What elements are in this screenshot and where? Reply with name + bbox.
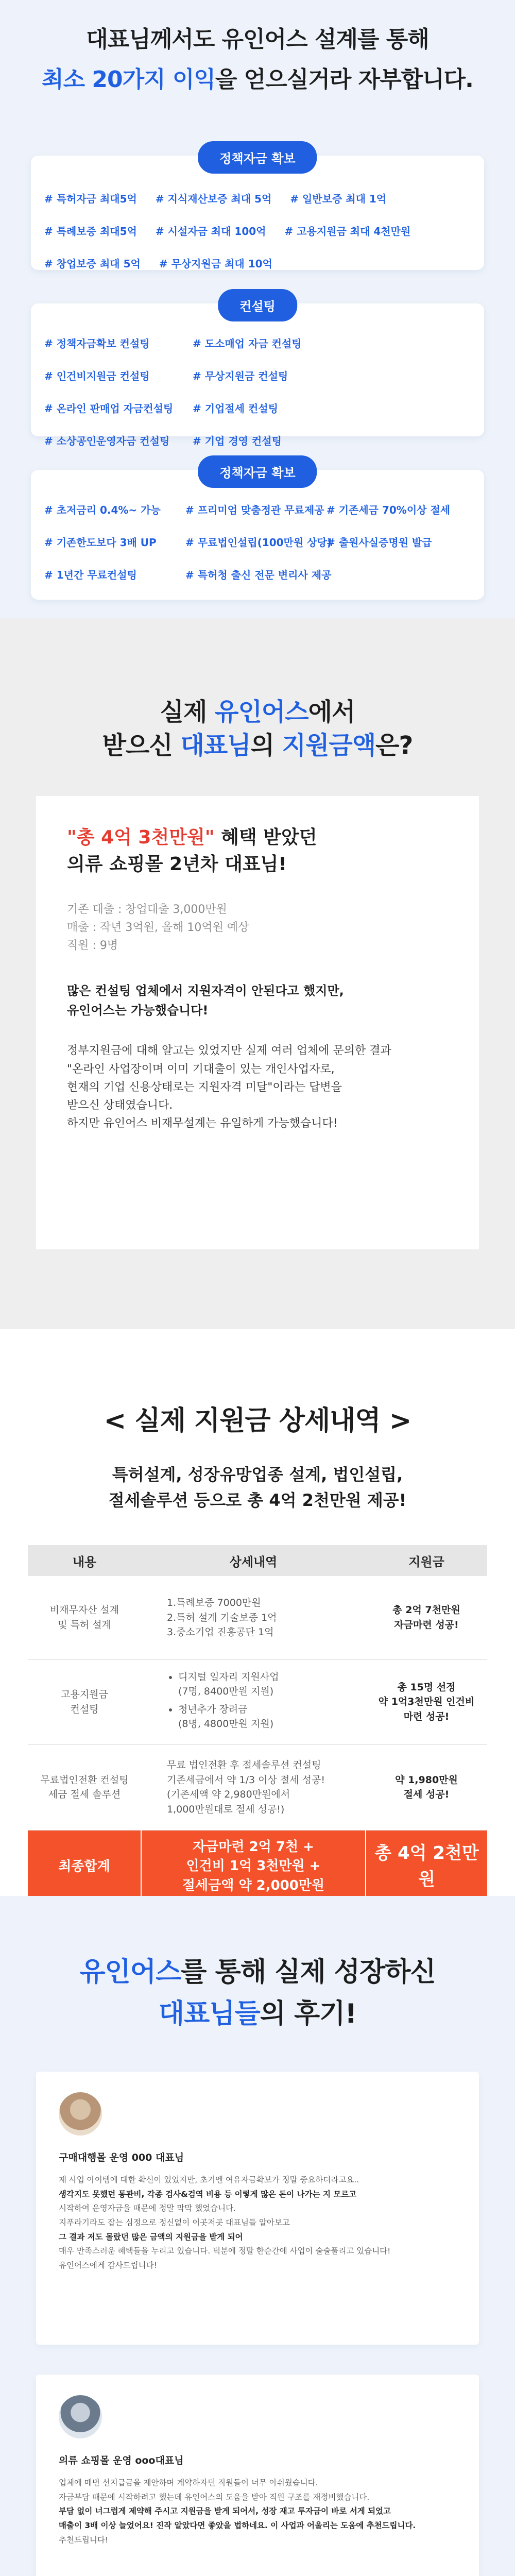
- result-line: 약 1억3천만원 인건비: [378, 1696, 475, 1708]
- reviews-title-highlight: 대표님들: [158, 1998, 260, 2029]
- review-line-strong: 매출이 3배 이상 늘었어요! 진작 알았다면 좋았을 법하네요. 이 사업과 어울리는 도움에 추천드립니다.: [59, 2520, 416, 2530]
- details-line: 청년추가 장려금: [178, 1703, 248, 1715]
- case-title-text: 실제: [160, 698, 215, 726]
- case-title-text: 받으신: [102, 731, 181, 760]
- panel-title-pill: 정책자금 확보: [198, 141, 317, 174]
- benefit-tag: # 기업절세 컨설팅: [193, 402, 278, 415]
- benefit-tag: # 소상공인운영자금 컨설팅: [44, 435, 170, 447]
- table-row: [28, 1576, 487, 1659]
- case-meta: [67, 901, 448, 955]
- review-line: 제 사업 아이템에 대한 확신이 있었지만, 초기엔 여유자금확보가 정말 중요하더라고요..: [59, 2175, 359, 2185]
- tag-list: [44, 502, 474, 582]
- case-emphasis: [67, 981, 448, 1021]
- total-details-line: 인건비 1억 3천만원 +: [186, 1858, 321, 1874]
- details-list: [146, 1596, 360, 1640]
- case-title-text: 에서: [308, 698, 355, 726]
- avatar: [59, 2092, 102, 2136]
- details-line: 1,000만원대로 절세 성공!): [167, 1803, 285, 1815]
- hero-title-rest: 을 얻으실거라 자부합니다.: [215, 66, 473, 93]
- case-title-text: 은?: [375, 731, 413, 760]
- benefit-tag: # 무료법인설립(100만원 상당): [185, 536, 332, 549]
- result-line: 약 1,980만원: [395, 1774, 458, 1786]
- review-line-strong: 그 결과 저도 몰랐던 많은 금액의 지원금을 받게 되어: [59, 2232, 243, 2242]
- table-cell-result: [366, 1744, 487, 1830]
- reviews-title-text: 를 통해 실제 성장하신: [181, 1957, 436, 1988]
- review-line-strong: 부담 없이 너그럽게 제약해 주시고 지원금을 받게 되어서, 성장 재고 투자금이 바로 서게 되었고: [59, 2506, 391, 2516]
- details-line: 3.중소기업 진흥공단 1억: [167, 1626, 274, 1638]
- detail-title: < 실제 지원금 상세내역 >: [104, 1405, 411, 1436]
- benefit-tag: # 정책자금확보 컨설팅: [44, 337, 150, 350]
- total-details-line: 절세금액 약 2,000만원: [182, 1878, 325, 1894]
- details-line: 무료 법인전환 후 절세솔루션 컨설팅: [167, 1759, 321, 1771]
- benefit-tag: # 기업 경영 컨설팅: [193, 435, 282, 447]
- total-amount: 총 4억 2천만원: [366, 1830, 487, 1903]
- support-detail-table: [28, 1545, 487, 1903]
- benefit-tag: # 초저금리 0.4%~ 가능: [44, 504, 161, 516]
- case-body-line: 하지만 유인어스 비재무설계는 유일하게 가능했습니다!: [67, 1117, 338, 1130]
- hero-title-line2: [0, 61, 515, 94]
- category-line: 무료법인전환 컨설팅: [40, 1774, 129, 1786]
- benefit-tag: # 특례보증 최대5억: [44, 225, 137, 238]
- benefit-panel-consulting: [31, 299, 484, 447]
- total-label: 최종합계: [28, 1830, 141, 1903]
- benefit-tag: # 고용지원금 최대 4천만원: [284, 225, 411, 238]
- details-line: 기존세금에서 약 1/3 이상 절세 성공!: [167, 1774, 325, 1786]
- case-meta-line: 직원 : 9명: [67, 939, 118, 953]
- review-card: [36, 2375, 479, 2576]
- review-line: 업체에 매번 선지급금을 제안하며 계약하자던 직원들이 너무 아쉬웠습니다.: [59, 2478, 318, 2488]
- details-line: (기존세액 약 2,980만원에서: [167, 1789, 290, 1801]
- table-cell-details: [141, 1659, 366, 1744]
- benefit-tag: # 지식재산보증 최대 5억: [155, 193, 272, 205]
- support-detail-section: [0, 1329, 515, 1896]
- case-study-section: [0, 618, 515, 1329]
- table-cell-category: [28, 1576, 141, 1659]
- reviewer-name: 의류 쇼핑몰 운영 ooo대표님: [59, 2455, 184, 2467]
- result-line: 총 2억 7천만원: [392, 1604, 460, 1616]
- details-bullet: [178, 1702, 360, 1732]
- details-line: 2.특허 설계 기술보증 1억: [167, 1612, 277, 1623]
- case-title-text: 의: [250, 731, 282, 760]
- benefit-tag: # 시설자금 최대 100억: [155, 225, 266, 238]
- review-text: [59, 2476, 456, 2547]
- case-body-line: "온라인 사업장이며 이미 기대출이 있는 개인사업자로,: [67, 1062, 335, 1076]
- benefit-tag: # 특허청 출신 전문 변리사 제공: [185, 569, 332, 581]
- benefit-tag: # 출원사실증명원 발급: [327, 536, 432, 549]
- table-total-row: [28, 1830, 487, 1903]
- table-row: [28, 1744, 487, 1830]
- benefit-panel-extras: [31, 466, 484, 600]
- tag-list: [44, 335, 474, 448]
- hero-title-line1: 대표님께서도 유인어스 설계를 통해: [86, 26, 429, 53]
- case-title-brand: 유인어스: [215, 698, 308, 726]
- reviews-section: [0, 1896, 515, 2576]
- details-list: [146, 1758, 360, 1817]
- result-line: 마련 성공!: [403, 1710, 450, 1722]
- benefit-tag: # 온라인 판매업 자금컨설팅: [44, 402, 174, 415]
- category-line: 및 특허 설계: [58, 1619, 111, 1631]
- category-line: 컨설팅: [70, 1703, 99, 1715]
- review-line: 자금부담 때문에 시작하려고 했는데 유인어스의 도움을 받아 직원 구조를 재정비했습니다.: [59, 2492, 370, 2502]
- benefit-tag: # 1년간 무료컨설팅: [44, 569, 137, 581]
- table-cell-details: [141, 1576, 366, 1659]
- case-body-line: 현재의 기업 신용상태로는 지원자격 미달"이라는 답변을: [67, 1080, 342, 1094]
- details-line: (7명, 8400만원 지원): [178, 1686, 274, 1698]
- benefits-section: [0, 0, 515, 618]
- result-line: 절세 성공!: [403, 1789, 450, 1801]
- case-meta-line: 매출 : 작년 3억원, 올해 10억원 예상: [67, 921, 249, 935]
- details-line: 디지털 일자리 지원사업: [178, 1671, 279, 1683]
- review-card: [36, 2072, 479, 2345]
- benefit-tag: # 창업보증 최대 5억: [44, 258, 141, 270]
- table-cell-result: [366, 1576, 487, 1659]
- benefit-tag: # 무상지원금 컨설팅: [193, 370, 288, 382]
- benefit-tag: # 일반보증 최대 1억: [290, 193, 387, 205]
- result-line: 총 15명 선정: [397, 1681, 456, 1693]
- review-line-strong: 생각지도 못했던 통관비, 각종 검사&검역 비용 등 이렇게 많은 돈이 나가는 지 모르고: [59, 2189, 357, 2199]
- category-line: 비재무자산 설계: [49, 1604, 119, 1616]
- benefit-tag: # 무상지원금 최대 10억: [159, 258, 272, 270]
- table-header-row: [28, 1545, 487, 1576]
- table-cell-category: [28, 1659, 141, 1744]
- case-body: [67, 1042, 448, 1132]
- review-line: [59, 2504, 456, 2519]
- benefit-panel-funding: [31, 151, 484, 270]
- benefit-tag: # 도소매업 자금 컨설팅: [193, 337, 302, 350]
- panel-title-pill: 컨설팅: [218, 289, 297, 321]
- review-line: [59, 2188, 456, 2202]
- reviews-title-text: 의 후기!: [260, 1998, 357, 2029]
- case-emphasis-line: 많은 컨설팅 업체에서 지원자격이 안된다고 했지만,: [67, 983, 344, 998]
- review-line: 추천드립니다!: [59, 2535, 109, 2545]
- review-line: 유인어스에게 감사드립니다!: [59, 2260, 157, 2270]
- benefit-tag: # 기존세금 70%이상 절세: [327, 504, 451, 516]
- table-row: [28, 1659, 487, 1744]
- review-line: [59, 2519, 456, 2533]
- case-headline-text: 의류 쇼핑몰 2년차 대표님!: [67, 853, 287, 875]
- table-cell-result: [366, 1659, 487, 1744]
- benefit-tag: # 프리미엄 맞춤정관 무료제공: [185, 504, 324, 516]
- review-line: 시작하여 운영자금을 때문에 정말 막막 했었습니다.: [59, 2204, 236, 2213]
- benefit-tag: # 인건비지원금 컨설팅: [44, 370, 150, 382]
- table-header-cell: 지원금: [366, 1545, 487, 1576]
- category-line: 세금 절세 솔루션: [48, 1789, 121, 1801]
- total-details-line: 자금마련 2억 7천 +: [193, 1839, 314, 1855]
- reviewer-name: 구매대행몰 운영 000 대표님: [59, 2152, 184, 2164]
- review-line: 매우 만족스러운 혜택들을 누리고 있습니다. 덕분에 정말 한순간에 사업이 술술풀리고 있습니다!: [59, 2246, 391, 2256]
- benefit-tag: # 기존한도보다 3배 UP: [44, 536, 157, 549]
- reviews-title-brand: 유인어스: [79, 1957, 181, 1988]
- case-meta-line: 기존 대출 : 창업대출 3,000만원: [67, 903, 227, 916]
- case-body-line: 받으신 상태였습니다.: [67, 1098, 173, 1112]
- hero-highlight: 최소 20가지 이익: [42, 66, 215, 93]
- case-title-highlight: 지원금액: [282, 731, 376, 760]
- review-line: 지푸라기라도 잡는 심정으로 정신없이 이곳저곳 대표님들 알아보고: [59, 2217, 290, 2227]
- details-line: (8명, 4800만원 지원): [178, 1718, 274, 1730]
- detail-subtitle-line: 절세솔루션 등으로 총 4억 2천만원 제공!: [108, 1490, 407, 1510]
- case-title-highlight: 대표님: [180, 731, 251, 760]
- total-details: [141, 1830, 366, 1903]
- reviews-title: [0, 1952, 515, 2035]
- table-header-cell: 내용: [28, 1545, 141, 1576]
- table-cell-details: [141, 1744, 366, 1830]
- case-emphasis-line: 유인어스는 가능했습니다!: [67, 1003, 209, 1018]
- category-line: 고용지원금: [61, 1689, 108, 1701]
- case-body-line: 정부지원금에 대해 알고는 있었지만 실제 여러 업체에 문의한 결과: [67, 1044, 391, 1058]
- case-amount-quote: "총 4억 3천만원": [67, 826, 215, 848]
- review-line: [59, 2230, 456, 2245]
- table-header-cell: 상세내역: [141, 1545, 366, 1576]
- table-cell-category: [28, 1744, 141, 1830]
- details-line: 1.특례보증 7000만원: [167, 1597, 261, 1609]
- details-bullet: [178, 1670, 360, 1699]
- case-card: [36, 796, 479, 1249]
- case-headline-text: 혜택 받았던: [214, 826, 317, 848]
- result-line: 자금마련 성공!: [394, 1619, 459, 1631]
- details-list: [146, 1670, 360, 1732]
- review-text: [59, 2173, 456, 2273]
- detail-subtitle: [0, 1462, 515, 1513]
- case-headline: [67, 824, 448, 878]
- panel-title-pill: 정책자금 확보: [198, 455, 317, 488]
- case-title: [0, 696, 515, 762]
- detail-subtitle-line: 특허설계, 성장유망업종 설계, 법인설립,: [112, 1465, 403, 1484]
- avatar: [59, 2395, 102, 2438]
- benefit-tag: # 특허자금 최대5억: [44, 193, 137, 205]
- tag-list: [44, 191, 474, 270]
